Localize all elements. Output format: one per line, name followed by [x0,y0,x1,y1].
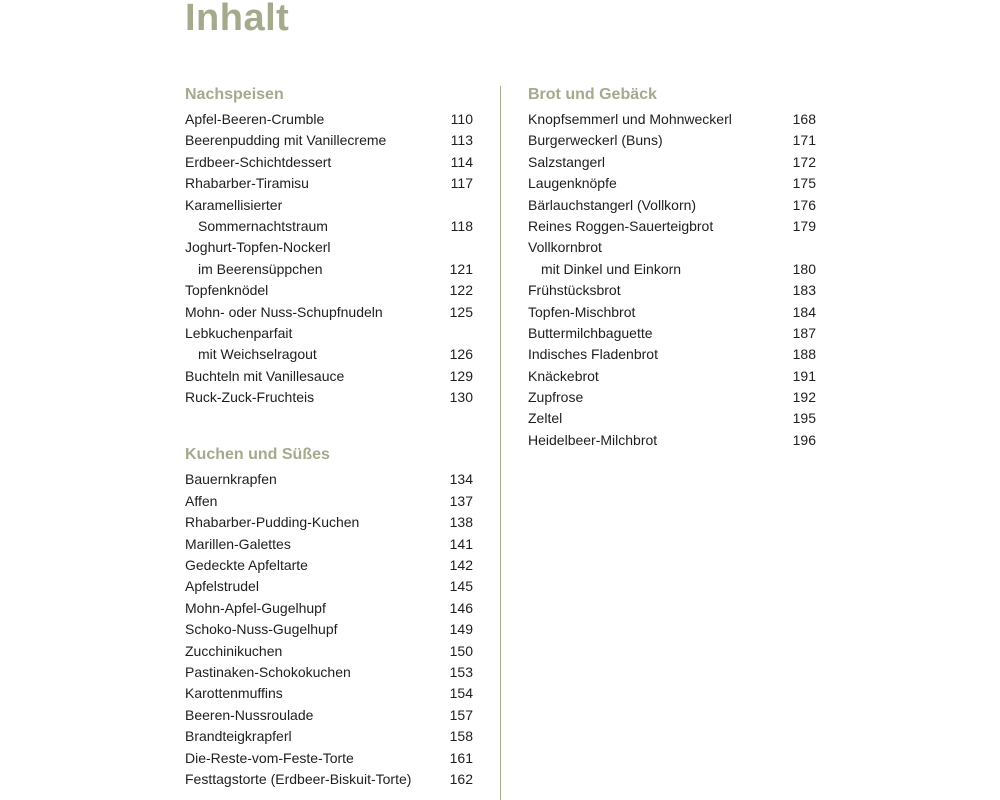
toc-entry [185,387,473,408]
toc-entry [185,576,473,597]
toc-entry [185,769,473,790]
page-number: 192 [792,389,816,406]
page-number: 117 [450,175,473,192]
entry-title: Frühstücksbrot [528,282,621,299]
section-spacer [185,408,473,443]
toc-entry [528,408,816,429]
toc-entry [528,280,816,301]
entry-title: Vollkornbrot [528,239,602,256]
toc-entry [528,216,816,237]
page-number: 138 [449,514,473,531]
entry-title: mit Weichselragout [198,346,317,363]
toc-entry [185,302,473,323]
entry-title: Topfen-Mischbrot [528,303,636,320]
toc-entry [185,130,473,151]
toc-entry [528,302,816,323]
section-nachspeisen [185,83,473,408]
page-number: 162 [449,770,473,787]
toc-entry [528,323,816,344]
page-number: 145 [449,578,473,595]
entry-title: Brandteigkrapferl [185,728,292,745]
entry-title: Apfelstrudel [185,578,259,595]
toc-entry [185,598,473,619]
section-brot-und-gebaeck [528,83,816,451]
page-number: 134 [449,471,473,488]
toc-entry [528,366,816,387]
page-number: 158 [449,728,473,745]
toc-entry [185,216,473,237]
toc-entry [185,534,473,555]
entry-title: Knopfsemmerl und Mohnweckerl [528,111,732,127]
page-number: 149 [449,621,473,638]
entry-title: Festtagstorte (Erdbeer-Biskuit-Torte) [185,770,412,787]
entry-title: Mohn- oder Nuss-Schupfnudeln [185,303,383,320]
page-number: 168 [792,111,816,127]
page-number: 130 [449,389,473,406]
page-number: 172 [792,153,816,170]
entry-title: Salzstangerl [528,153,606,170]
page-number: 125 [449,303,473,320]
toc-entry [528,344,816,365]
entry-title: Buttermilchbaguette [528,324,653,341]
page-number: 153 [449,663,473,680]
entry-title: Karottenmuffins [185,685,283,702]
toc-entry [185,280,473,301]
entry-title: im Beerensüppchen [198,260,323,277]
toc-entry [185,641,473,662]
page-number: 126 [449,346,473,363]
page-number: 150 [449,642,473,659]
entry-title: Zupfrose [528,389,584,406]
toc-entry [528,387,816,408]
toc-entry [185,109,473,130]
entry-title: Mohn-Apfel-Gugelhupf [185,599,326,616]
toc-entry [185,469,473,490]
entry-title: Zeltel [528,410,563,427]
page-number: 183 [792,282,816,299]
page-number: 114 [450,153,473,170]
entry-title: Indisches Fladenbrot [528,346,658,363]
entry-title: mit Dinkel und Einkorn [541,260,682,277]
page-number: 195 [792,410,816,427]
entry-title: Burgerweckerl (Buns) [528,132,663,149]
toc-entry [185,366,473,387]
page-number: 122 [449,282,473,299]
column-divider [500,86,501,800]
page-number: 176 [792,196,816,213]
entry-title: Karamellisierter [185,196,283,213]
section-heading: Brot und Gebäck [528,86,657,103]
toc-entry [185,705,473,726]
entry-title: Pastinaken-Schokokuchen [185,663,351,680]
page-number: 179 [792,217,816,234]
page-number: 184 [792,303,816,320]
toc-list [185,109,473,408]
toc-entry [185,344,473,365]
entry-title: Buchteln mit Vanillesauce [185,367,345,384]
toc-entry [185,259,473,280]
toc-entry [185,662,473,683]
toc-entry-line [185,195,473,216]
page-number: 161 [449,749,473,766]
page-number: 121 [449,260,473,277]
entry-title: Affen [185,492,218,509]
page-number: 180 [792,260,816,277]
section-heading: Nachspeisen [185,86,284,103]
entry-title: Knäckebrot [528,367,599,384]
toc-entry-line [185,323,473,344]
entry-title: Heidelbeer-Milchbrot [528,431,658,448]
toc-entry [185,173,473,194]
entry-title: Lebkuchenparfait [185,324,293,341]
toc-entry [528,109,816,130]
entry-title: Topfenknödel [185,282,269,299]
section-kuchen-und-suesses [185,443,473,790]
page-number: 146 [449,599,473,616]
entry-title: Joghurt-Topfen-Nockerl [185,239,331,256]
left-column [185,83,473,790]
toc-entry [528,152,816,173]
entry-title: Beerenpudding mit Vanillecreme [185,132,387,149]
page-number: 137 [449,492,473,509]
page-number: 187 [792,324,816,341]
toc-entry [185,683,473,704]
entry-title: Ruck-Zuck-Fruchteis [185,389,315,406]
entry-title: Beeren-Nussroulade [185,706,314,723]
right-column [528,83,816,451]
entry-title: Apfel-Beeren-Crumble [185,111,325,127]
toc-entry [528,259,816,280]
toc-entry-line [528,237,816,258]
entry-title: Gedeckte Apfeltarte [185,557,308,574]
toc-entry [185,748,473,769]
page-number: 171 [792,132,816,149]
page-number: 157 [449,706,473,723]
page-number: 118 [450,217,473,234]
page-number: 154 [449,685,473,702]
entry-title: Erdbeer-Schichtdessert [185,153,332,170]
page-number: 175 [792,175,816,192]
toc-entry [185,152,473,173]
page-number: 129 [449,367,473,384]
toc-entry [185,726,473,747]
toc-entry [185,555,473,576]
entry-title: Rhabarber-Tiramisu [185,175,309,192]
page-number: 113 [450,132,473,149]
entry-title: Bärlauchstangerl (Vollkorn) [528,196,697,213]
entry-title: Bauernkrapfen [185,471,277,488]
toc-entry [528,173,816,194]
entry-title: Die-Reste-vom-Feste-Torte [185,749,354,766]
entry-title: Schoko-Nuss-Gugelhupf [185,621,338,638]
entry-title: Laugenknöpfe [528,175,617,192]
page-title: Inhalt [185,0,290,39]
toc-entry [528,195,816,216]
toc-entry [528,130,816,151]
entry-title: Marillen-Galettes [185,535,291,552]
page-number: 142 [449,557,473,574]
toc-list [528,109,816,451]
page-number: 191 [792,367,816,384]
toc-entry [185,619,473,640]
page-number: 196 [792,431,816,448]
page-number: 110 [450,111,473,127]
toc-entry [185,491,473,512]
entry-title: Sommernachtstraum [198,217,328,234]
toc-entry-line [185,237,473,258]
page-number: 188 [792,346,816,363]
entry-title: Rhabarber-Pudding-Kuchen [185,514,360,531]
page-number: 141 [449,535,473,552]
entry-title: Zucchinikuchen [185,642,283,659]
section-heading: Kuchen und Süßes [185,446,330,464]
toc-list [185,469,473,790]
toc-entry [185,512,473,533]
toc-entry [528,430,816,451]
entry-title: Reines Roggen-Sauerteigbrot [528,217,714,234]
